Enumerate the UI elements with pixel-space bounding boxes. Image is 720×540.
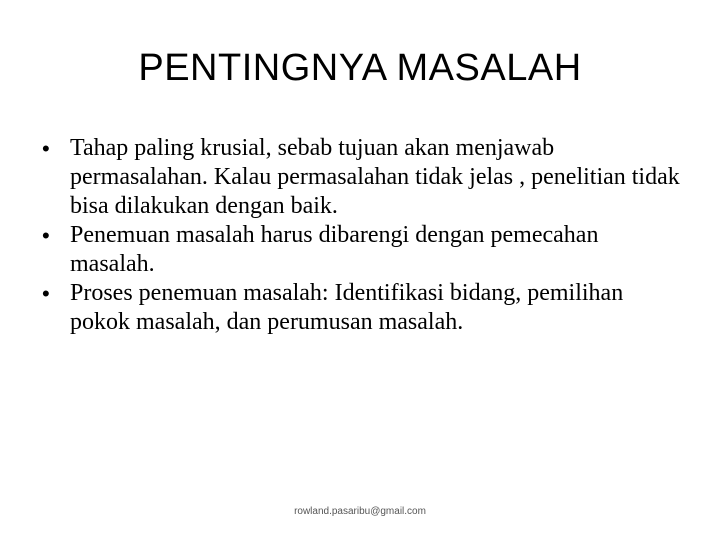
- bullet-text: Proses penemuan masalah: Identifikasi bidang, pemilihan pokok masalah, dan perumusan masalah.: [70, 280, 624, 335]
- bullet-item: [42, 221, 682, 279]
- footer-email: rowland.pasaribu@gmail.com: [294, 506, 426, 517]
- bullet-text: Tahap paling krusial, sebab tujuan akan menjawab permasalahan. Kalau permasalahan tidak jelas , penelitian tidak bisa dilakukan dengan baik.: [70, 135, 680, 219]
- bullet-icon: •: [42, 223, 50, 248]
- bullet-list: [42, 134, 682, 337]
- slide-title: PENTINGNYA MASALAH: [138, 47, 582, 89]
- bullet-icon: •: [42, 136, 50, 161]
- bullet-text: Penemuan masalah harus dibarengi dengan pemecahan masalah.: [70, 222, 599, 277]
- bullet-item: [42, 279, 682, 337]
- bullet-item: [42, 134, 682, 221]
- bullet-icon: •: [42, 281, 50, 306]
